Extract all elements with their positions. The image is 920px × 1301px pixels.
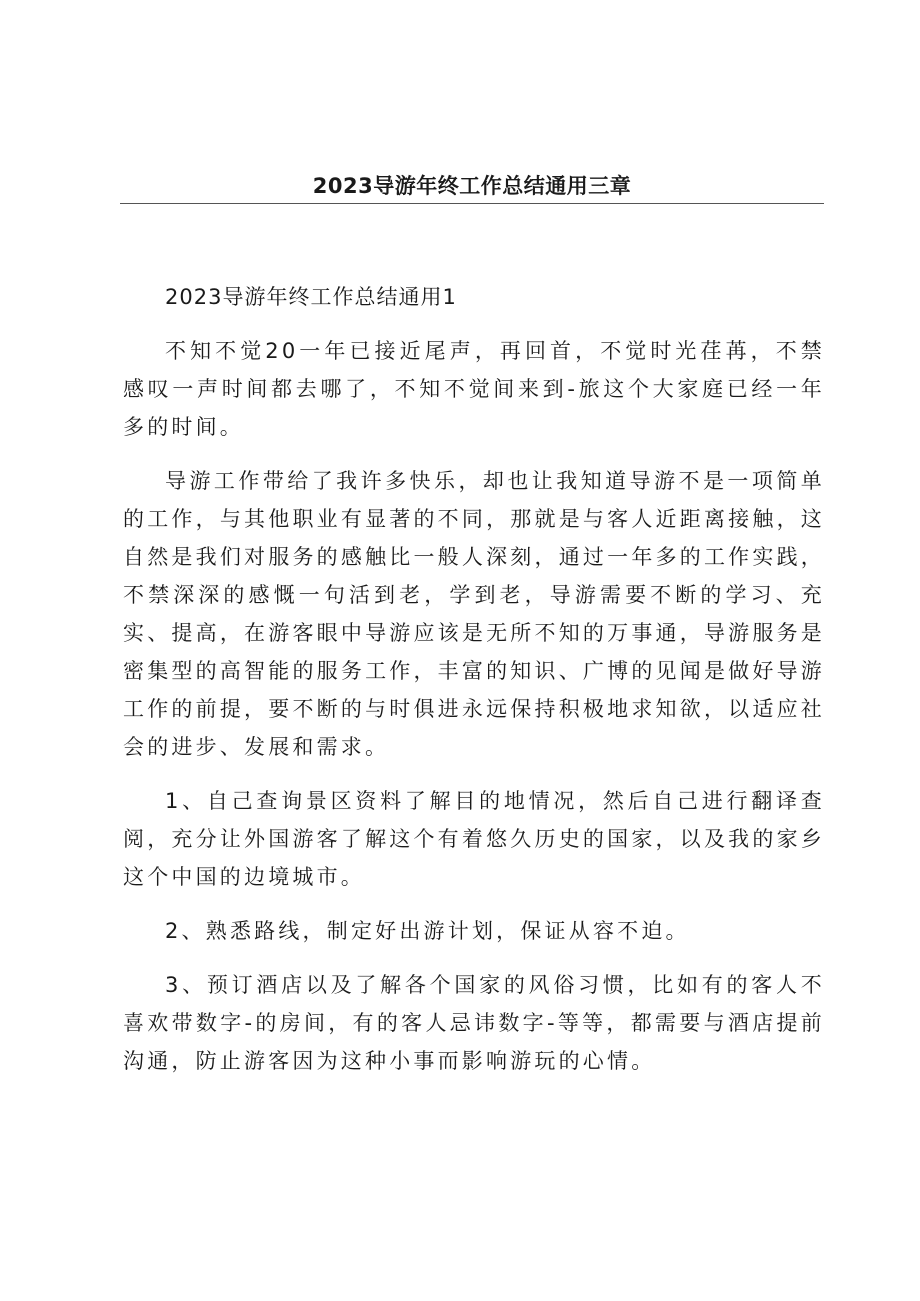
paragraph-reflection: 导游工作带给了我许多快乐，却也让我知道导游不是一项简单的工作，与其他职业有显著的不同，那就是与客人近距离接触，这自然是我们对服务的感触比一般人深刻，通过一年多的工作实践，不禁深深的感慨一句活到老，学到老，导游需要不断的学习、充实、提高，在游客眼中导游应该是无所不知的万事通，导游服务是密集型的高智能的服务工作，丰富的知识、广博的见闻是做好导游工作的前提，要不断的与时俱进永远保持积极地求知欲，以适应社会的进步、发展和需求。 <box>123 469 825 759</box>
paragraph-intro: 不知不觉20一年已接近尾声，再回首，不觉时光荏苒，不禁感叹一声时间都去哪了，不知不觉间来到-旅这个大家庭已经一年多的时间。 <box>123 339 825 439</box>
paragraph-item-1: 1、自己查询景区资料了解目的地情况，然后自己进行翻译查阅，充分让外国游客了解这个有着悠久历史的国家，以及我的家乡这个中国的边境城市。 <box>123 789 825 889</box>
document-body <box>123 278 825 1080</box>
section-heading: 2023导游年终工作总结通用1 <box>165 285 457 309</box>
paragraph-item-2: 2、熟悉路线，制定好出游计划，保证从容不迫。 <box>165 919 690 943</box>
title-underline <box>120 203 824 204</box>
document-title: 2023导游年终工作总结通用三章 <box>312 174 632 198</box>
paragraph-item-3: 3、预订酒店以及了解各个国家的风俗习惯，比如有的客人不喜欢带数字-的房间，有的客人忌讳数字-等等，都需要与酒店提前沟通，防止游客因为这种小事而影响游玩的心情。 <box>123 973 825 1073</box>
